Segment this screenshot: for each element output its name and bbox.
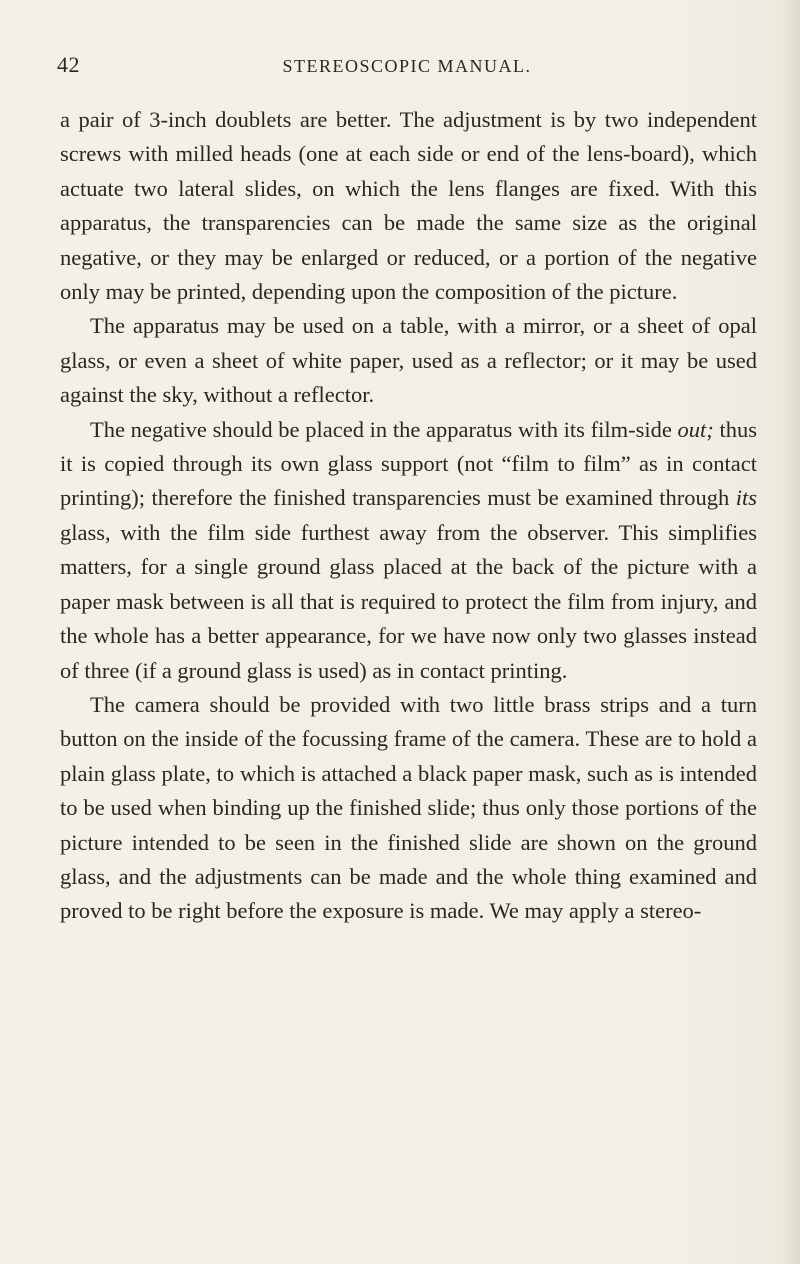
- paragraph-text: The camera should be provided with two little brass strips and a turn button on the inside of the focussing frame of the camera. These are to hold a plain glass plate, to which is attached a black paper mask, such as is intended to be used when binding up the finished slide; thus only those portions of the picture intended to be seen in the finished slide are shown on the ground glass, and the adjustments can be made and the whole thing examined and proved to be right before the exposure is made. We may apply a stereo-: [60, 691, 757, 924]
- paragraph-text: glass, with the film side furthest away from the observer. This simplifies matters, for a single ground glass placed at the back of the picture with a paper mask between is all that is required to protect the film from injury, and the whole has a better appearance, for we have now only two glasses instead of three (if a ground glass is used) as in contact printing.: [60, 519, 757, 683]
- body-text: [60, 103, 757, 929]
- page-number: 42: [57, 52, 80, 77]
- paragraph: [60, 309, 757, 412]
- paragraph: [60, 688, 757, 929]
- italic-text: its: [735, 485, 757, 511]
- paragraph-text: The negative should be placed in the apparatus with its film-side: [90, 416, 678, 442]
- paragraph-text: a pair of 3-inch doublets are better. The adjustment is by two independent screws with milled heads (one at each side or end of the lens-board), which actuate two lateral slides, on which the lens flanges are fixed. With this apparatus, the transparencies can be made the same size as the original negative, or they may be enlarged or reduced, or a portion of the negative only may be printed, depending upon the composition of the picture.: [60, 107, 757, 305]
- page-header: [57, 52, 757, 86]
- paragraph: [60, 103, 757, 309]
- page-edge-shadow: [782, 0, 800, 1264]
- paragraph: [60, 413, 757, 688]
- italic-text: out;: [677, 416, 714, 442]
- running-title: STEREOSCOPIC MANUAL.: [282, 56, 532, 76]
- paragraph-text: The apparatus may be used on a table, with a mirror, or a sheet of opal glass, or even a sheet of white paper, used as a reflector; or it may be used against the sky, without a reflector.: [60, 313, 757, 408]
- paragraph-text: thus it is copied through its own glass support (not “film to film” as in contact printing); therefore the finished transparencies must be examined through: [60, 416, 757, 511]
